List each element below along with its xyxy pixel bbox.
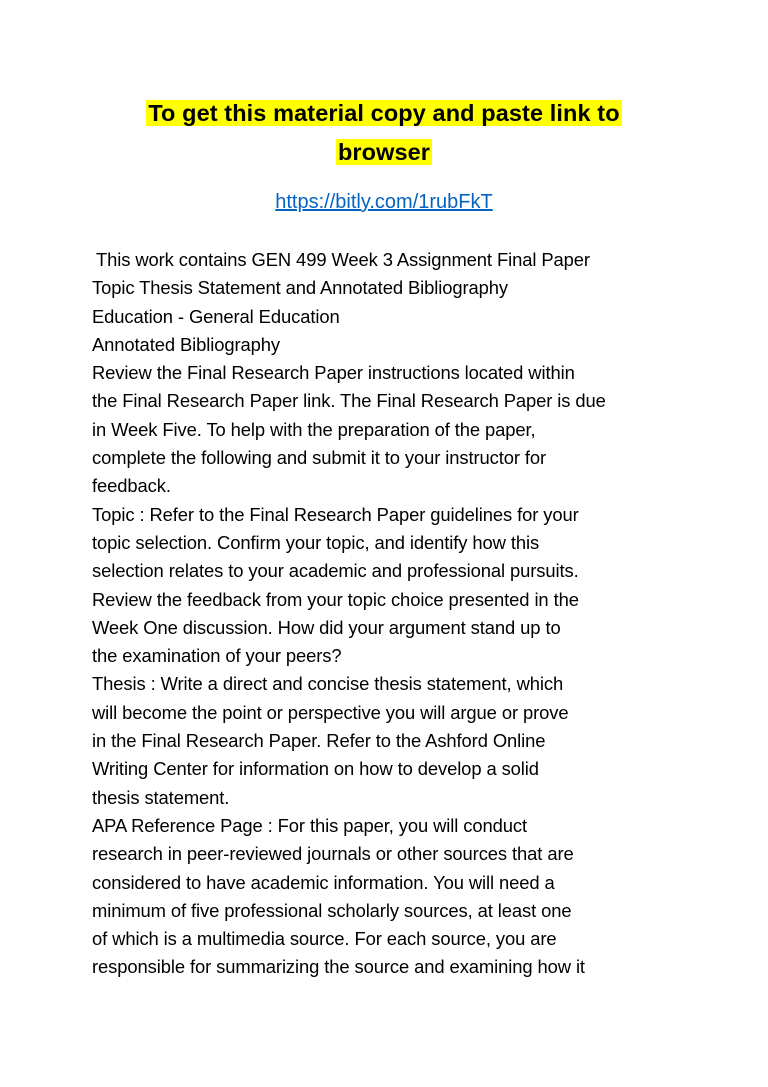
body-line: research in peer-reviewed journals or other sources that are [92, 843, 574, 865]
body-line: This work contains GEN 499 Week 3 Assignment Final Paper [96, 249, 590, 270]
page-heading [92, 94, 676, 172]
body-line: Review the Final Research Paper instructions located within [92, 362, 575, 384]
body-line: will become the point or perspective you will argue or prove [92, 701, 569, 723]
body-line: Annotated Bibliography [92, 333, 280, 355]
body-line: considered to have academic information. You will need a [92, 871, 555, 893]
body-line: the Final Research Paper link. The Final Research Paper is due [92, 390, 606, 412]
body-line: Week One discussion. How did your argument stand up to [92, 616, 561, 638]
document-body [92, 246, 688, 982]
body-line: Topic : Refer to the Final Research Paper guidelines for your [92, 503, 579, 525]
body-line: minimum of five professional scholarly sources, at least one [92, 899, 572, 921]
body-line: Education - General Education [92, 305, 340, 327]
heading-line-2: browser [337, 139, 431, 165]
body-line: selection relates to your academic and professional pursuits. [92, 560, 579, 582]
body-line: the examination of your peers? [92, 645, 342, 667]
body-line: topic selection. Confirm your topic, and identify how this [92, 531, 540, 553]
heading-line-1: To get this material copy and paste link to [148, 100, 620, 126]
body-line: in Week Five. To help with the preparation of the paper, [92, 418, 536, 440]
body-line: complete the following and submit it to your instructor for [92, 447, 547, 469]
body-line: Topic Thesis Statement and Annotated Bibliography [92, 277, 508, 299]
body-line: of which is a multimedia source. For each source, you are [92, 928, 557, 950]
body-line: in the Final Research Paper. Refer to the Ashford Online [92, 730, 546, 752]
body-line: feedback. [92, 475, 171, 497]
material-link[interactable]: https://bitly.com/1rubFkT [275, 191, 493, 213]
body-line: Thesis : Write a direct and concise thesis statement, which [92, 673, 564, 695]
body-line: Writing Center for information on how to develop a solid [92, 758, 539, 780]
body-line: Review the feedback from your topic choice presented in the [92, 588, 579, 610]
body-line: thesis statement. [92, 786, 230, 808]
body-line: APA Reference Page : For this paper, you will conduct [92, 814, 527, 836]
body-line: responsible for summarizing the source and examining how it [92, 956, 585, 978]
